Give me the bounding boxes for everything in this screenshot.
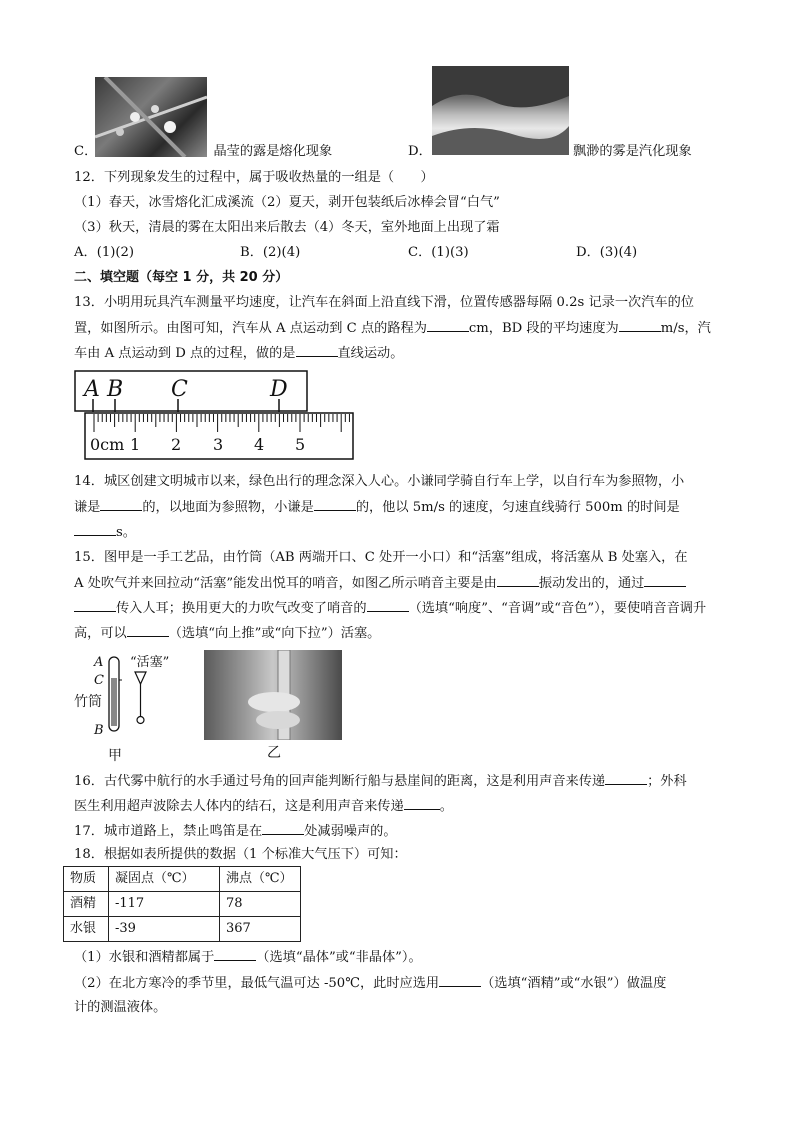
- ruler-num-5: 5: [295, 435, 306, 454]
- q12-option-b: B．(2)(4): [240, 245, 301, 260]
- answer-blank[interactable]: [262, 822, 304, 835]
- answer-blank[interactable]: [605, 772, 647, 785]
- q11-option-c: [74, 143, 332, 161]
- q17-text-a: 17．城市道路上，禁止鸣笛是在: [74, 824, 263, 839]
- q13-line3: [74, 344, 403, 363]
- q15-line1: 15．图甲是一手工艺品，由竹筒（AB 两端开口、C 处开一小口）和“活塞”组成，将活塞从 B 处塞入，在: [74, 550, 688, 565]
- answer-blank[interactable]: [100, 498, 142, 511]
- q15-text-a: A 处吹气并来回拉动“活塞”能发出悦耳的哨音，如图乙所示哨音主要是由: [74, 576, 497, 591]
- point-c-label: C: [171, 377, 188, 402]
- q18-text-d: （选填“酒精”或“水银”）做温度: [481, 976, 667, 991]
- q16-line2: [74, 797, 453, 816]
- label-tube: 竹筒: [74, 694, 102, 710]
- q13-line1: 13．小明用玩具汽车测量平均速度，让汽车在斜面上沿直线下滑，位置传感器每隔 0.2s 记录一次汽车的位: [74, 295, 694, 310]
- table-header: 物质: [64, 867, 109, 892]
- answer-blank[interactable]: [497, 574, 539, 587]
- q12-line1: （1）春天，冰雪熔化汇成溪流（2）夏天，剥开包装纸后冰棒会冒“白气”: [74, 195, 500, 210]
- option-d-caption: 飘渺的雾是汽化现象: [572, 144, 692, 159]
- table-header-row: [64, 867, 301, 892]
- table-cell: -39: [109, 917, 220, 942]
- q16-text-a: 16．古代雾中航行的水手通过号角的回声能判断行船与悬崖间的距离，这是利用声音来传递: [74, 774, 606, 789]
- answer-blank[interactable]: [314, 498, 356, 511]
- data-table: [63, 866, 301, 942]
- whistle-photo: [204, 650, 342, 740]
- q15-text-d: （选填“响度”、“音调”或“音色”），要使哨音音调升: [408, 601, 707, 616]
- answer-blank[interactable]: [296, 344, 338, 357]
- ruler-num-4: 4: [254, 435, 265, 454]
- piston-inside: [111, 678, 117, 726]
- answer-blank[interactable]: [439, 974, 481, 987]
- caption-yi: 乙: [267, 745, 281, 761]
- ruler-num-1: 1: [130, 435, 141, 454]
- q13-text-a: 置，如图所示。由图可知，汽车从 A 点运动到 C 点的路程为: [74, 321, 427, 336]
- q12-stem: 12．下列现象发生的过程中，属于吸收热量的一组是（ ）: [74, 170, 434, 185]
- table-header: 凝固点（℃）: [109, 867, 220, 892]
- q15-text-e: 高，可以: [74, 626, 127, 641]
- q17-text-b: 处减弱噪声的。: [304, 824, 397, 839]
- q14-line1: 14．城区创建文明城市以来，绿色出行的理念深入人心。小谦同学骑自行车上学，以自行车为参照物，小: [74, 474, 685, 489]
- q12-line2: （3）秋天，清晨的雾在太阳出来后散去（4）冬天，室外地面上出现了霜: [74, 220, 500, 235]
- q14-line2: [74, 498, 680, 517]
- table-cell: 水银: [64, 917, 109, 942]
- whistle-photo-drawing: [204, 650, 342, 740]
- q13-text-e: 直线运动。: [337, 346, 404, 361]
- q16-text-c: 医生利用超声波除去人体内的结石，这是利用声音来传递: [74, 799, 404, 814]
- label-a: A: [94, 655, 104, 670]
- piston-handle: [137, 717, 144, 724]
- q18-sub2-cont: 计的测温液体。: [74, 1000, 167, 1015]
- caption-jia: 甲: [108, 748, 122, 764]
- q15-text-c: 传入人耳；换用更大的力吹气改变了哨音的: [116, 601, 367, 616]
- option-c-label: C．: [74, 144, 98, 159]
- q13-text-b: cm，BD 段的平均速度为: [468, 321, 619, 336]
- table-row: [64, 917, 301, 942]
- q12-option-c: C．(1)(3): [408, 245, 469, 260]
- answer-blank[interactable]: [619, 319, 661, 332]
- answer-blank[interactable]: [404, 797, 440, 810]
- q18-text-b: （选填“晶体”或“非晶体”）。: [256, 950, 422, 965]
- q12-option-d: D．(3)(4): [576, 245, 638, 260]
- q15-line3: [74, 599, 706, 618]
- q13-text-d: 车由 A 点运动到 D 点的过程，做的是: [74, 346, 296, 361]
- answer-blank[interactable]: [214, 948, 256, 961]
- section-title: 二、填空题（每空 1 分，共 20 分）: [74, 270, 289, 285]
- q16-text-d: 。: [439, 799, 453, 814]
- q18-sub1: [74, 948, 422, 967]
- table-cell: 酒精: [64, 892, 109, 917]
- q17-line: [74, 822, 397, 841]
- q13-text-c: m/s，汽: [660, 321, 711, 336]
- fog-photo-drawing: [432, 66, 569, 155]
- q15-line4: [74, 624, 380, 643]
- q11-option-d: [408, 143, 692, 161]
- q14-line3: [74, 523, 136, 542]
- ruler-num-3: 3: [213, 435, 224, 454]
- answer-blank[interactable]: [74, 523, 116, 536]
- point-b-label: B: [107, 377, 124, 402]
- point-d-label: D: [270, 377, 288, 402]
- q14-text-d: s。: [116, 525, 136, 540]
- answer-blank[interactable]: [367, 599, 409, 612]
- answer-blank[interactable]: [427, 319, 469, 332]
- table-cell: -117: [109, 892, 220, 917]
- answer-blank[interactable]: [644, 574, 686, 587]
- label-b: B: [94, 723, 104, 738]
- fog-photo: [432, 66, 569, 155]
- q14-text-c: 的，他以 5m/s 的速度，匀速直线骑行 500m 的时间是: [355, 500, 680, 515]
- ruler-num-2: 2: [171, 435, 182, 454]
- q18-text-c: （2）在北方寒冷的季节里，最低气温可达 -50℃，此时应选用: [74, 976, 440, 991]
- q12-option-a: A．(1)(2): [74, 245, 135, 260]
- q16-line1: [74, 772, 687, 791]
- table-row: [64, 892, 301, 917]
- q13-line2: [74, 319, 711, 338]
- ruler-num-0: 0cm: [90, 435, 125, 454]
- q14-text-a: 谦是: [74, 500, 101, 515]
- table-cell: 78: [220, 892, 301, 917]
- table-header: 沸点（℃）: [220, 867, 301, 892]
- q18-text-a: （1）水银和酒精都属于: [74, 950, 215, 965]
- table-cell: 367: [220, 917, 301, 942]
- answer-blank[interactable]: [127, 624, 169, 637]
- q16-text-b: ；外科: [647, 774, 687, 789]
- answer-blank[interactable]: [74, 599, 116, 612]
- ruler-figure: [70, 366, 360, 460]
- label-piston: “活塞”: [130, 655, 170, 670]
- label-c: C: [94, 673, 104, 688]
- point-a-label: A: [84, 377, 100, 402]
- figure-jia: [70, 650, 190, 768]
- q14-text-b: 的，以地面为参照物，小谦是: [142, 500, 314, 515]
- piston-head: [135, 672, 146, 684]
- q15-text-b: 振动发出的，通过: [538, 576, 645, 591]
- option-c-caption: 晶莹的露是熔化现象: [213, 144, 333, 159]
- option-d-label: D．: [408, 144, 432, 159]
- q18-sub2: [74, 974, 666, 993]
- q15-text-f: （选填“向上推”或“向下拉”）活塞。: [168, 626, 381, 641]
- q15-line2: [74, 574, 686, 593]
- q18-stem: 18．根据如表所提供的数据（1 个标准大气压下）可知：: [74, 847, 407, 862]
